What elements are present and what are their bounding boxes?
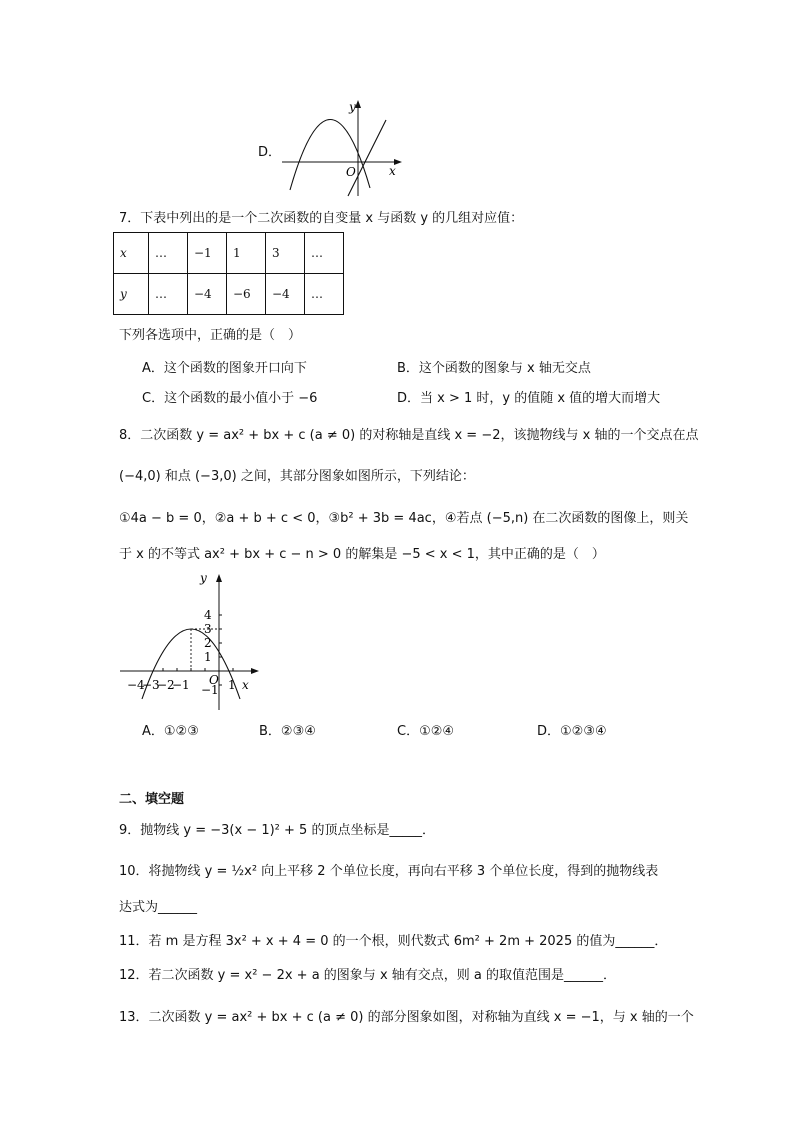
x-axis-label: x [389,164,396,178]
q6-option-d-graph [278,96,404,198]
q12: 12．若二次函数 y = x² − 2x + a 的图象与 x 轴有交点，则 a 的取值范围是______． [119,968,616,983]
y-axis-label: y [349,100,356,114]
section-title: 二、填空题 [119,792,185,807]
x-tick-label: 1 [228,678,236,692]
q8-option-d: D．①②③④ [537,724,607,739]
table-cell: −4 [188,274,227,315]
table-cell: −4 [266,274,305,315]
y-tick-label: 1 [204,650,212,664]
table-row [114,274,344,315]
table-row [114,233,344,274]
q8-line-2: (−4,0) 和点 (−3,0) 之间，其部分图象如图所示，下列结论： [119,469,475,484]
y-tick-label: 4 [204,608,212,622]
y-tick-label: 3 [204,622,212,636]
origin-label: O [209,673,219,687]
table-cell: … [305,233,344,274]
q8-line-3: ①4a − b = 0，②a + b + c < 0，③b² + 3b = 4ac，④若点 (−5,n) 在二次函数的图像上，则关 [119,511,689,526]
table-cell: −6 [227,274,266,315]
x-tick-label: −3 [142,678,160,692]
q7-value-table [113,232,344,315]
y-axis-arrow [355,100,361,108]
q7-option-c: C．这个函数的最小值小于 −6 [142,391,318,406]
table-cell: … [149,233,188,274]
q8-graph [118,568,260,712]
table-cell: 3 [266,233,305,274]
x-axis-label: x [242,678,249,692]
table-cell: x [114,233,149,274]
q8-option-b: B．②③④ [259,724,316,739]
q10-line-1: 10．将抛物线 y = ½x² 向上平移 2 个单位长度，再向右平移 3 个单位长度，得到的抛物线表 [119,864,659,879]
y-tick-label: −1 [201,683,219,697]
q9: 9．抛物线 y = −3(x − 1)² + 5 的顶点坐标是_____． [119,823,435,838]
q7-stem: 7．下表中列出的是一个二次函数的自变量 x 与函数 y 的几组对应值： [119,211,524,226]
x-tick-label: −1 [172,678,190,692]
q7-option-d: D．当 x > 1 时，y 的值随 x 值的增大而增大 [397,391,661,406]
q8-option-a: A．①②③ [142,724,199,739]
q7-prompt: 下列各选项中，正确的是（ ） [119,328,302,343]
y-tick-label: 2 [204,636,212,650]
q11: 11．若 m 是方程 3x² + x + 4 = 0 的一个根，则代数式 6m² + 2m + 2025 的值为______． [119,934,668,949]
q10-line-2: 达式为______ [119,900,198,915]
table-cell: 1 [227,233,266,274]
q8-line-4: 于 x 的不等式 ax² + bx + c − n > 0 的解集是 −5 < x < 1，其中正确的是（ ） [119,547,605,562]
q8-option-c: C．①②④ [397,724,455,739]
origin-label: O [346,165,356,179]
q13: 13．二次函数 y = ax² + bx + c (a ≠ 0) 的部分图象如图，对称轴为直线 x = −1，与 x 轴的一个 [119,1010,694,1025]
y-axis-arrow [216,574,222,582]
q7-option-b: B．这个函数的图象与 x 轴无交点 [397,361,591,376]
table-cell: −1 [188,233,227,274]
straight-line [348,120,386,196]
x-tick-label: −2 [157,678,175,692]
q8-line-1: 8．二次函数 y = ax² + bx + c (a ≠ 0) 的对称轴是直线 x = −2，该抛物线与 x 轴的一个交点在点 [119,428,699,443]
x-tick-label: −4 [127,678,145,692]
y-axis-label: y [200,571,207,585]
q7-option-a: A．这个函数的图象开口向下 [142,361,307,376]
table-cell: y [114,274,149,315]
table-cell: … [305,274,344,315]
table-cell: … [149,274,188,315]
q6-option-d-label: D． [258,145,282,160]
x-axis-arrow [251,668,259,674]
